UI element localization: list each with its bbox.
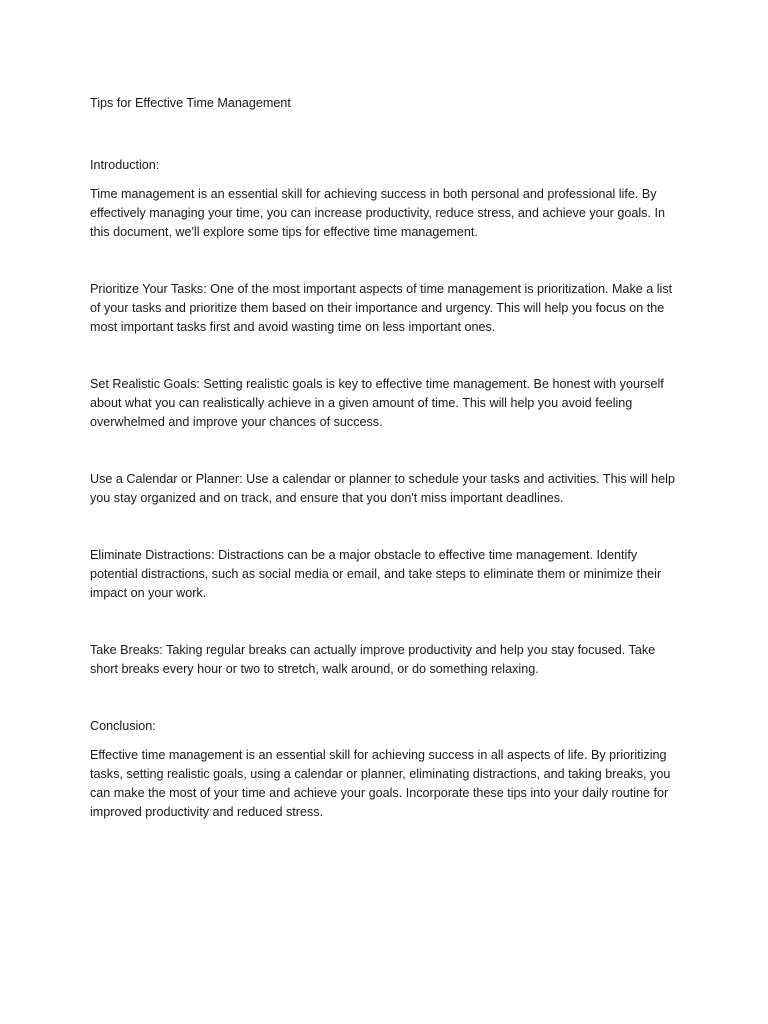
tip-eliminate-distractions: Eliminate Distractions: Distractions can be a major obstacle to effective time management. Identify potential distractions, such as social media or email, and take steps to eliminate them or minimize their impact on your work.: [90, 548, 662, 600]
tip-prioritize-tasks: Prioritize Your Tasks: One of the most important aspects of time management is prioritization. Make a list of your tasks and prioritize them based on their importance and urgency. This will help you focus on the most important tasks first and avoid wasting time on less important ones.: [90, 282, 673, 334]
tip-set-realistic-goals: Set Realistic Goals: Setting realistic goals is key to effective time management. Be honest with yourself about what you can realistically achieve in a given amount of time. This will help you avoid feeling overwhelmed and improve your chances of success.: [90, 377, 664, 429]
introduction-heading: Introduction:: [90, 158, 160, 172]
introduction-paragraph: Time management is an essential skill for achieving success in both personal and professional life. By effectively managing your time, you can increase productivity, reduce stress, and achieve your goals. In this document, we'll explore some tips for effective time management.: [90, 187, 665, 239]
tip-take-breaks: Take Breaks: Taking regular breaks can actually improve productivity and help you stay focused. Take short breaks every hour or two to stretch, walk around, or do something relaxing.: [90, 643, 656, 676]
document-title: Tips for Effective Time Management: [90, 96, 291, 110]
conclusion-heading: Conclusion:: [90, 719, 156, 733]
conclusion-paragraph: Effective time management is an essential skill for achieving success in all aspects of life. By prioritizing tasks, setting realistic goals, using a calendar or planner, eliminating distractions, and taking breaks, you can make the most of your time and achieve your goals. Incorporate these tips into your daily routine for improved productivity and reduced stress.: [90, 748, 671, 819]
tip-use-calendar-or-planner: Use a Calendar or Planner: Use a calendar or planner to schedule your tasks and activities. This will help you stay organized and on track, and ensure that you don't miss important deadlines.: [90, 472, 675, 505]
